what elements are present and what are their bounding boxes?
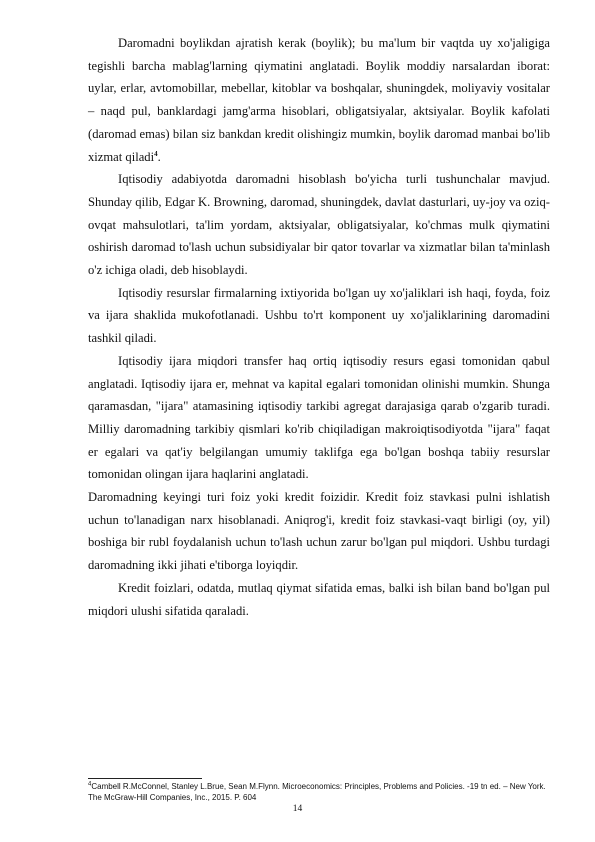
footnote bbox=[88, 781, 558, 803]
paragraph-2: Iqtisodiy adabiyotda daromadni hisoblash bo'yicha turli tushunchalar mavjud. Shunday qilib, Edgar K. Browning, daromad, shuningdek, davlat dasturlari, uy-joy va oziq-ovqat mahsulotlari, ta'lim yordam, aktsiyalar, obligatsiyalar, ko'chmas mulk qiymatini oshirish daromad to'lash uchun subsidiyalar bir qator tovarlar va xizmatlar bilan ta'minlash o'z ichiga oladi, deb hisoblaydi. bbox=[88, 172, 550, 278]
paragraph-4: Iqtisodiy ijara miqdori transfer haq ortiq iqtisodiy resurs egasi tomonidan qabul anglatadi. Iqtisodiy ijara er, mehnat va kapital egalari tomonidan olinishi mumkin. Shunga qaramasdan, "ijara" atamasining iqtisodiy tarkibi agregat darajasiga qarab o'zgarib turadi. Milliy daromadning tarkibiy qismlari ko'rib chiqiladigan makroiqtisodiyotda "ijara" faqat er egalari va qat'iy belgilangan umumiy taklifga ega bo'lgan boshqa tabiiy resurslar tomonidan olingan ijara haqlarini anglatadi. bbox=[88, 353, 550, 482]
paragraph-3: Iqtisodiy resurslar firmalarning ixtiyorida bo'lgan uy xo'jaliklari ish haqi, foyda, foiz va ijara shaklida mukofotlanadi. Ushbu to'rt komponent uy xo'jaliklarining daromadini tashkil qiladi. bbox=[88, 285, 550, 346]
footnote-marker: 4 bbox=[88, 781, 92, 788]
paragraph-1-tail: . bbox=[157, 149, 161, 164]
paragraph-1-text: Daromadni boylikdan ajratish kerak (boylik); bu ma'lum bir vaqtda uy xo'jaligiga tegishli barcha mablag'larning qiymatini anglatadi. Boylik moddiy narsalardan iborat: uylar, erlar, avtomobillar, mebellar, kitoblar va boshqalar, shuningdek, moliyaviy vositalar – naqd pul, banklardagi jamg'arma hisoblari, obligatsiyalar, aktsiyalar. Boylik kafolati (daromad emas) bilan siz bankdan kredit olishingiz mumkin, boylik daromad manbai bo'lib xizmat qiladi bbox=[88, 36, 550, 164]
body-text bbox=[88, 32, 550, 622]
paragraph-1 bbox=[88, 32, 550, 168]
footnote-separator bbox=[88, 778, 202, 779]
paragraph-6: Kredit foizlari, odatda, mutlaq qiymat sifatida emas, balki ish bilan band bo'lgan pul miqdori ulushi sifatida qaraladi. bbox=[88, 580, 550, 618]
paragraph-5: Daromadning keyingi turi foiz yoki kredit foizidir. Kredit foiz stavkasi pulni ishlatish uchun to'lanadigan narx hisoblanadi. Aniqrog'i, kredit foiz stavkasi-vaqt birligi (oy, yil) boshiga bir rubl foydalanish uchun to'lash uchun zarur bo'lgan pul miqdori. Ushbu turdagi daromadning ikki jihati e'tiborga loyiqdir. bbox=[88, 490, 550, 573]
footnote-text: Cambell R.McConnel, Stanley L.Brue, Sean M.Flynn. Microeconomics: Principles, Problems and Policies. -19 tn ed. – New York. The McGraw-Hill Companies, Inc., 2015. P. 604 bbox=[88, 782, 546, 802]
page-number: 14 bbox=[292, 804, 303, 814]
footnote-reference[interactable]: 4 bbox=[154, 149, 158, 158]
